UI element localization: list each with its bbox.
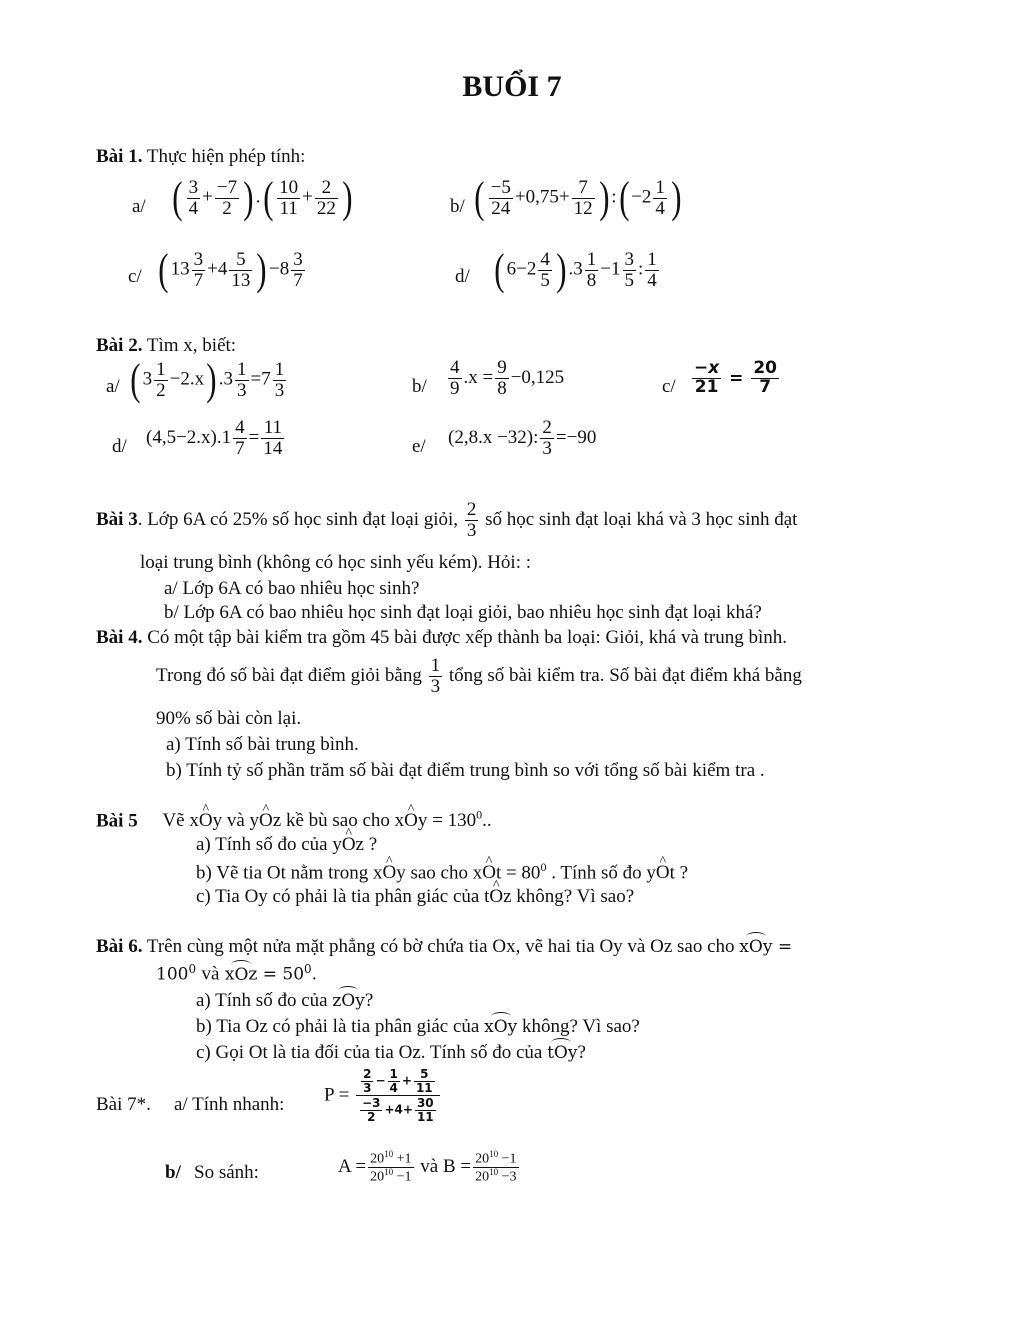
bai4-question-b: b) Tính tỷ số phần trăm số bài đạt điểm trung bình so với tổng số bài kiểm tra . <box>166 760 765 781</box>
bai2-d-expression: (4,5−2.x).1 $\frac{4}{7}$ = $\frac{11}{14}$ <box>146 417 283 459</box>
bai2-e-label: e/ <box>412 436 426 457</box>
bai5-question-c: c) Tia Oy có phải là tia phân giác của tO ^z không? Vì sao? <box>196 886 634 908</box>
bai3-line2: loại trung bình (không có học sinh yếu kém). Hỏi: : <box>140 552 532 573</box>
bai7-compare-expression: A = $\frac{20^{10} +1}{20^{10} -1}$ và B = $\frac{20^{10} -1}{20^{10} -3}$ <box>338 1149 517 1185</box>
bai1-d-label: d/ <box>455 266 470 287</box>
bai6-question-a: a) Tính số đo của zOy? <box>196 990 374 1011</box>
bai1-heading: Bài 1. Thực hiện phép tính: <box>96 146 306 167</box>
bai2-d-label: d/ <box>112 436 127 457</box>
bai7-label: Bài 7*. <box>96 1094 151 1115</box>
bai6-question-b: b) Tia Oz có phải là tia phân giác của xOy không? Vì sao? <box>196 1016 640 1037</box>
bai2-e-expression: (2,8.x −32): $\frac{2}{3}$ =−90 <box>448 417 597 459</box>
bai2-a-expression: ( 3 $\frac{1}{2}$ −2.x) .3 $\frac{1}{3}$ =7 $\frac{1}{3}$ <box>130 355 285 404</box>
bai6-line1: Bài 6. Trên cùng một nửa mặt phẳng có bờ chứa tia Ox, vẽ hai tia Oy và Oz sao cho xOy = <box>96 936 793 957</box>
bai7-b-text: So sánh: <box>194 1162 259 1183</box>
bai1-d-expression: ( 6−2 $\frac{4}{5}$ ) .3 $\frac{1}{8}$ −1 $\frac{3}{5}$ : $\frac{1}{4}$ <box>494 245 657 294</box>
bai2-c-label: c/ <box>662 376 676 397</box>
bai5-question-b: b) Vẽ tia Ot nằm trong xO ^y sao cho xO ^t = $80^0$ . Tính số đo yO ^t ? <box>196 860 688 884</box>
bai3-question-b: b/ Lớp 6A có bao nhiêu học sinh đạt loại giỏi, bao nhiêu học sinh đạt loại khá? <box>164 602 762 623</box>
bai4-question-a: a) Tính số bài trung bình. <box>166 734 359 755</box>
bai5-intro: Bài 5 Vẽ xO ^y và yO ^z kề bù sao cho xO ^y = $130^0$.. <box>96 808 492 832</box>
bai1-b-expression: ( $\frac{-5}{24}$ +0,75+ $\frac{7}{12}$ ) :( −2 $\frac{1}{4}$ ) <box>474 173 682 222</box>
bai1-c-label: c/ <box>128 266 142 287</box>
bai4-line3: 90% số bài còn lại. <box>156 708 302 729</box>
bai3-question-a: a/ Lớp 6A có bao nhiêu học sinh? <box>164 578 420 599</box>
bai2-b-label: b/ <box>412 376 427 397</box>
bai3-line1: Bài 3. Lớp 6A có 25% số học sinh đạt loại giỏi, $\frac{2}{3}$ số học sinh đạt loại khá và 3 học sinh đạt <box>96 499 798 541</box>
bai5-question-a: a) Tính số đo của yO ^z ? <box>196 834 377 856</box>
bai6-question-c: c) Gọi Ot là tia đối của tia Oz. Tính số đo của tOy? <box>196 1042 586 1063</box>
bai7-a-label: a/ Tính nhanh: <box>174 1094 285 1115</box>
bai1-c-expression: ( 13 $\frac{3}{7}$ +4 $\frac{5}{13}$ ) −8 $\frac{3}{7}$ <box>158 245 303 294</box>
bai2-c-expression: $\frac{-x}{21}$ = $\frac{20}{7}$ <box>694 358 777 397</box>
bai2-a-label: a/ <box>106 376 120 397</box>
bai2-b-expression: $\frac{4}{9}$ .x = $\frac{9}{8}$ −0,125 <box>450 357 565 399</box>
bai1-a-expression: ( $\frac{3}{4}$ + $\frac{-7}{2}$ ) .( $\frac{10}{11}$ + $\frac{2}{22}$ ) <box>172 173 353 222</box>
bai7-b-label: b/ <box>165 1162 181 1183</box>
bai6-line2: $100^0$ và xOz = $50^0$. <box>156 962 318 985</box>
bai4-line2: Trong đó số bài đạt điểm giỏi bằng $\frac{1}{3}$ tổng số bài kiểm tra. Số bài đạt điểm khá bằng <box>156 655 802 697</box>
bai1-a-label: a/ <box>132 196 146 217</box>
bai2-heading: Bài 2. Tìm x, biết: <box>96 335 237 356</box>
bai1-b-label: b/ <box>450 196 465 217</box>
bai7-p-expression: P = $\frac{2}{3}$ − $\frac{1}{4}$ + $\frac{5}{11}$ $\frac{-3}{2}$ +4+ $\frac{30}{11}$ <box>324 1068 442 1123</box>
bai4-line1: Bài 4. Có một tập bài kiểm tra gồm 45 bài được xếp thành ba loại: Giỏi, khá và trung bình. <box>96 627 788 648</box>
page-title: BUỔI 7 <box>462 70 562 103</box>
